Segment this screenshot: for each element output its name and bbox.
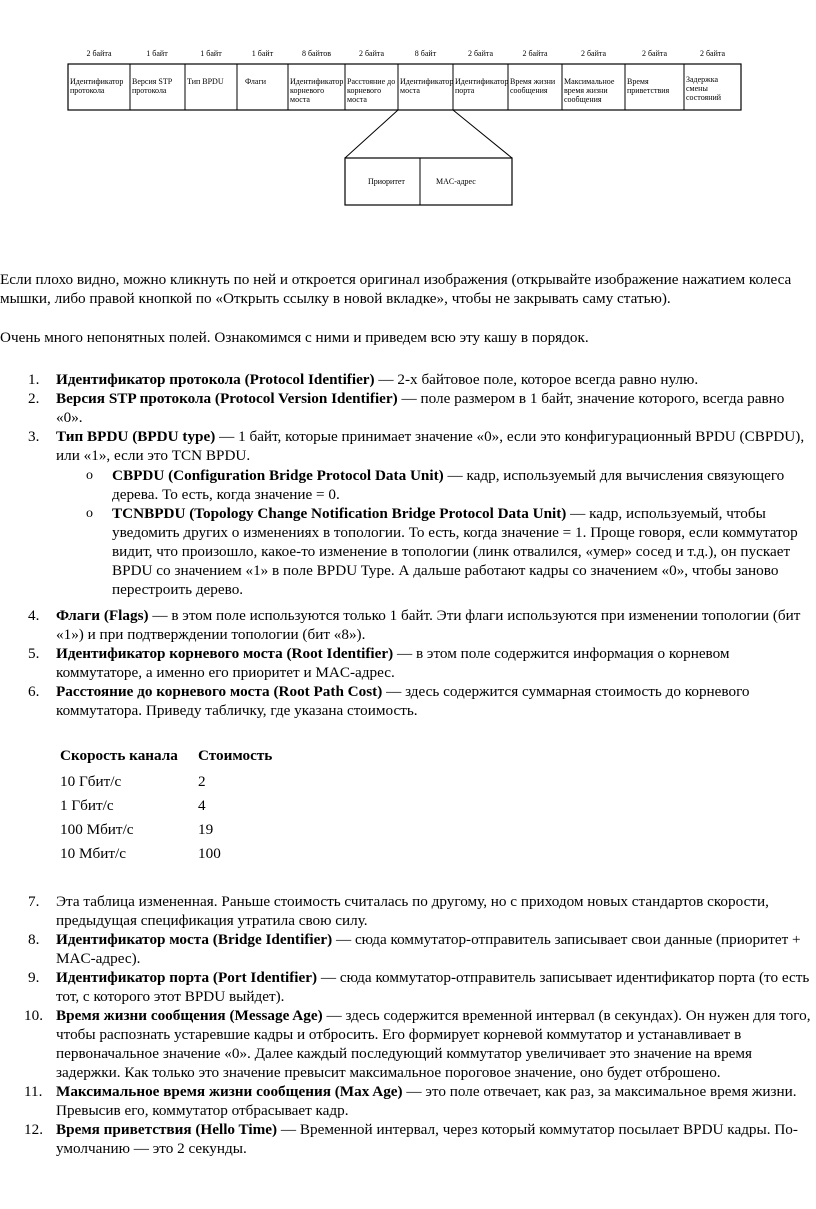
path-cost-table <box>56 747 276 869</box>
sublist-item: o TCNBPDU (Topology Change Notification Bridge Protocol Data Unit) — кадр, используемый, чтобы уведомить других о изменениях в топологии. То есть, когда значение = 1. Проще говоря, если коммутатор видит, что произошло, какое-то изменение в топологии (линк отвалился, «умер» сосед и т.д.), он пускает BPDU со значением «1» в поле BPDU Type. А дальше работают кадры со значением «0», чтобы заново перестроить дерево. <box>86 505 798 598</box>
list-item: 4. Флаги (Flags) — в этом поле используются только 1 байт. Эти флаги используются при изменении топологии (бит «1») и при подтверждении топологии (бит «8»). <box>28 607 801 643</box>
table-row <box>56 797 276 821</box>
table-row <box>56 821 276 845</box>
table-cell: 100 <box>198 845 221 862</box>
list-item: 10. Время жизни сообщения (Message Age) — здесь содержится временной интервал (в секундах). Он нужен для того, чтобы распознать устаревшие кадры и отбросить. Его формирует корневой коммутатор и устанавливает в первоначальное значение «0». Далее каждый последующий коммутатор увеличивает это значение на время задержки. Как только это значение превысит максимальное пороговое значение, оно будет отброшено. <box>24 1007 811 1081</box>
list-item: 11. Максимальное время жизни сообщения (Max Age) — это поле отвечает, как раз, за максимальное время жизни. Превысив его, коммутатор отбрасывает кадр. <box>24 1083 797 1119</box>
field-description-list-2 <box>0 892 812 1158</box>
table-row <box>56 845 276 869</box>
field-size-label: 1 байт <box>251 49 274 58</box>
intro-paragraph: Если плохо видно, можно кликнуть по ней и откроется оригинал изображения (открывайте изображение нажатием колеса мышки, либо правой кнопкой по «Открыть ссылку в новой вкладке», чтобы не закрывать саму статью). <box>0 271 792 307</box>
list-item: 1. Идентификатор протокола (Protocol Identifier) — 2-х байтовое поле, которое всегда равно нулю. <box>28 371 699 388</box>
field-root-id: Идентификатор корневого моста <box>290 77 344 104</box>
field-stp-version: Версия STP протокола <box>132 77 172 95</box>
intro-paragraph-2: Очень много непонятных полей. Ознакомимся с ними и приведем всю эту кашу в порядок. <box>0 329 589 346</box>
table-cell: 10 Гбит/с <box>60 773 122 790</box>
table-cell: 4 <box>198 797 206 814</box>
field-root-path-cost: Расстояние до корневого моста <box>347 77 396 104</box>
list-item: 2. Версия STP протокола (Protocol Version Identifier) — поле размером в 1 байт, значение которого, всегда равно «0». <box>28 390 785 426</box>
list-item: 12. Время приветствия (Hello Time) — Временной интервал, через который коммутатор посылает BPDU кадры. По-умолчанию — это 2 секунды. <box>24 1121 798 1157</box>
list-item: 9. Идентификатор порта (Port Identifier) — сюда коммутатор-отправитель записывает идентификатор порта (то есть тот, с которого этот BPDU выйдет). <box>28 969 810 1005</box>
list-item: 8. Идентификатор моста (Bridge Identifier) — сюда коммутатор-отправитель записывает свои данные (приоритет + MAC-адрес). <box>28 931 801 967</box>
table-row <box>56 773 276 797</box>
table-cell: 1 Гбит/с <box>60 797 114 814</box>
field-bpdu-type: Тип BPDU <box>187 77 224 86</box>
table-cell: 19 <box>198 821 214 838</box>
field-size-label: 2 байта <box>641 49 668 58</box>
field-description-list-cont <box>0 606 812 720</box>
field-size-label: 8 байтов <box>301 49 332 58</box>
sublist-item: o CBPDU (Configuration Bridge Protocol Data Unit) — кадр, используемый для вычисления связующего дерева. То есть, когда значение = 0. <box>86 467 785 503</box>
table-cell: 2 <box>198 773 206 790</box>
field-size-label: 2 байта <box>699 49 726 58</box>
bpdu-type-sublist <box>0 466 812 599</box>
field-flags: Флаги <box>245 77 267 86</box>
subfield-mac-address: MAC-адрес <box>436 177 476 186</box>
field-size-label: 8 байт <box>414 49 437 58</box>
field-hello-time: Время приветствия <box>627 77 670 95</box>
table-header: Скорость канала <box>60 747 178 764</box>
list-item: 7. Эта таблица измененная. Раньше стоимость считалась по другому, но с приходом новых стандартов скорости, предыдущая спецификация утратила свою силу. <box>28 893 769 929</box>
field-forward-delay: Задержка смены состояний <box>686 75 722 102</box>
field-size-label: 1 байт <box>146 49 168 58</box>
field-max-age: Максимальное время жизни сообщения <box>564 77 615 104</box>
field-size-label: 2 байта <box>358 49 385 58</box>
field-description-list <box>0 370 812 465</box>
field-size-label: 1 байт <box>200 49 222 58</box>
field-size-label: 2 байта <box>580 49 607 58</box>
field-message-age: Время жизни сообщения <box>510 77 556 95</box>
field-size-label: 2 байта <box>522 49 548 58</box>
field-protocol-id: Идентификатор протокола <box>70 77 124 95</box>
table-header-row <box>56 747 276 773</box>
diagram-lines <box>0 0 816 230</box>
field-bridge-id: Идентификатор моста <box>400 77 453 95</box>
field-size-label: 2 байта <box>86 49 112 58</box>
subfield-priority: Приоритет <box>368 177 405 186</box>
field-size-label: 2 байта <box>467 49 494 58</box>
table-cell: 100 Мбит/с <box>60 821 134 838</box>
list-item: 6. Расстояние до корневого моста (Root Path Cost) — здесь содержится суммарная стоимость до корневого коммутатора. Приведу табличку, где указана стоимость. <box>28 683 750 719</box>
list-item: 3. Тип BPDU (BPDU type) — 1 байт, которые принимает значение «0», если это конфигурационный BPDU (CBPDU), или «1», если это TCN BPDU. <box>28 428 805 464</box>
list-item: 5. Идентификатор корневого моста (Root Identifier) — в этом поле содержится информация о корневом коммутаторе, а именно его приоритет и MAC-адрес. <box>28 645 730 681</box>
field-port-id: Идентификатор порта <box>455 77 508 95</box>
table-cell: 10 Мбит/с <box>60 845 126 862</box>
table-header: Стоимость <box>198 747 273 764</box>
bpdu-frame-diagram <box>0 0 816 230</box>
